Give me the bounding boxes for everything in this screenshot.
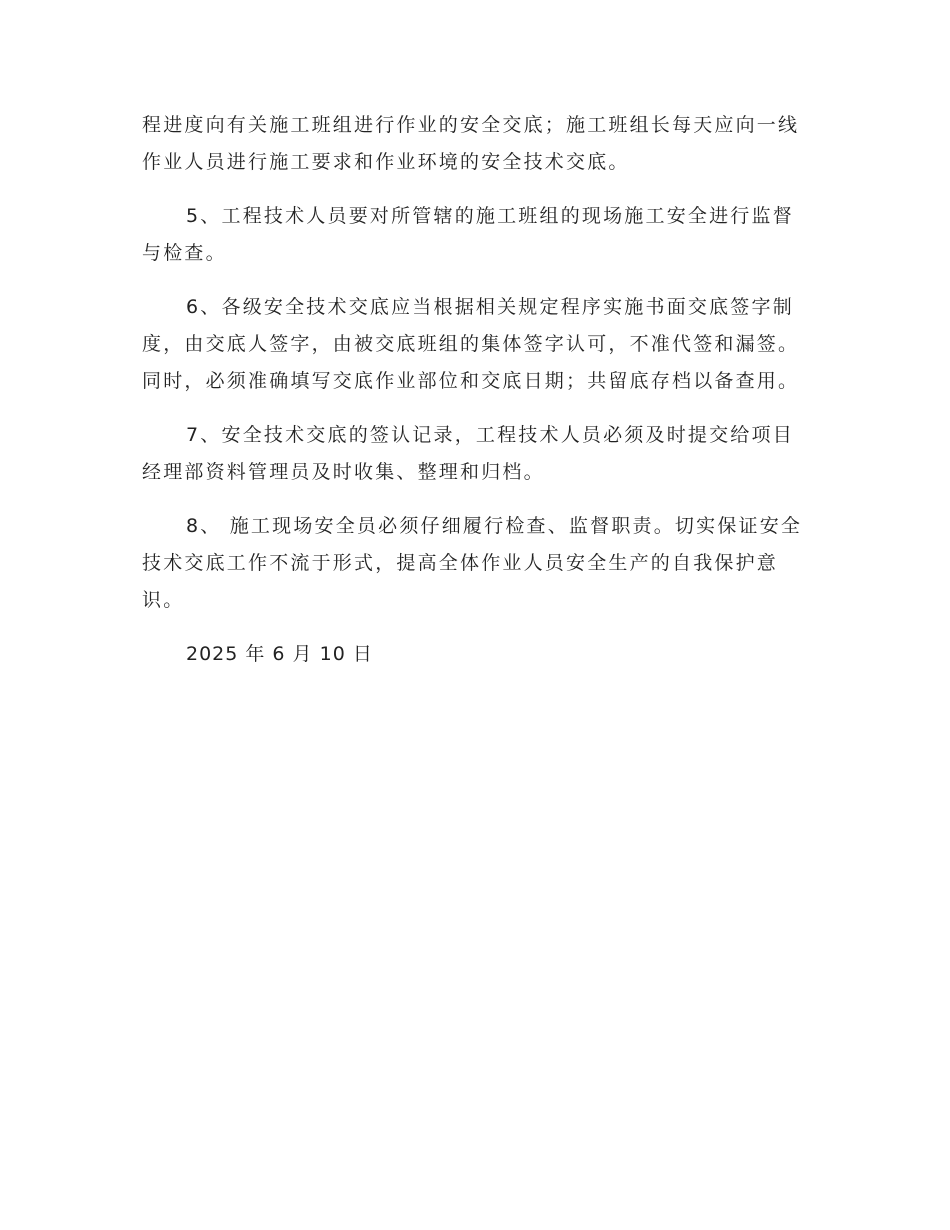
paragraph-item-6: 6、各级安全技术交底应当根据相关规定程序实施书面交底签字制度，由交底人签字，由被交底班组的集体签字认可，不准代签和漏签。同时，必须准确填写交底作业部位和交底日期；共留底存档以备查用。 — [142, 296, 800, 392]
document-date: 2025 年 6 月 10 日 — [186, 643, 373, 665]
paragraph-item-5: 5、工程技术人员要对所管辖的施工班组的现场施工安全进行监督与检查。 — [142, 205, 794, 264]
paragraph-item-7: 7、安全技术交底的签认记录，工程技术人员必须及时提交给项目经理部资料管理员及时收集、整理和归档。 — [142, 424, 794, 483]
paragraph-continuation: 程进度向有关施工班组进行作业的安全交底；施工班组长每天应向一线作业人员进行施工要求和作业环境的安全技术交底。 — [142, 114, 800, 173]
paragraph-item-8: 8、 施工现场安全员必须仔细履行检查、监督职责。切实保证安全技术交底工作不流于形式，提高全体作业人员安全生产的自我保护意识。 — [142, 515, 803, 611]
document-body — [142, 107, 812, 673]
